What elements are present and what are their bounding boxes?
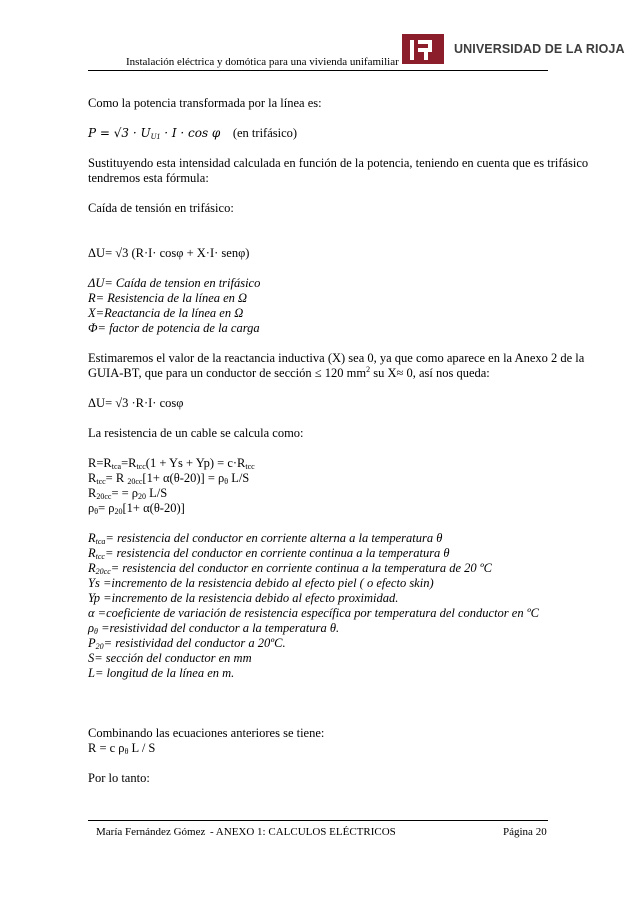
definition-phi: Φ= factor de potencia de la carga xyxy=(88,321,260,335)
definition-alpha: α =coeficiente de variación de resistencia específica por temperatura del conductor en ºC xyxy=(88,606,539,620)
equation-voltage-drop-simplified: ΔU= √3 ·R·I· cosφ xyxy=(88,396,184,410)
definition-l: L= longitud de la línea en m. xyxy=(88,666,235,680)
header-divider xyxy=(88,70,548,71)
paragraph-resistance-label: La resistencia de un cable se calcula como: xyxy=(88,426,304,440)
equation-voltage-drop: ΔU= √3 (R·I· cosφ + X·I· senφ) xyxy=(88,246,250,260)
definition-delta-u: ΔU= Caída de tension en trifásico xyxy=(88,276,261,290)
paragraph-intro: Como la potencia transformada por la línea es: xyxy=(88,96,322,110)
definition-yp: Yp =incremento de la resistencia debido al efecto proximidad. xyxy=(88,591,399,605)
footer-page-number: Página 20 xyxy=(503,826,547,838)
definition-x: X=Reactancia de la línea en Ω xyxy=(88,306,244,320)
university-name: UNIVERSIDAD DE LA RIOJA xyxy=(454,42,625,56)
paragraph-voltage-drop-label: Caída de tensión en trifásico: xyxy=(88,201,234,215)
definition-r-tca: $R_{tca}=$ resistencia del conductor en corriente alterna a la temperatura θ xyxy=(88,531,443,546)
footer-divider xyxy=(88,820,548,821)
equation-power: $P = √3 \cdot U_{U1} \cdot I \cdot \cos \varphi$ (en trifásico) xyxy=(88,126,298,141)
equation-r-final: R = c $\rho_\theta$ L / S xyxy=(88,741,156,756)
definition-rho-theta: $\rho_\theta$ =resistividad del conductor a la temperatura θ. xyxy=(88,621,340,636)
paragraph-substitution: Sustituyendo esta intensidad calculada en función de la potencia, teniendo en cuenta que es trifásico tendremos esta fórmula: xyxy=(88,156,589,185)
formula-r-tcc: $R_{tcc}= R$ $_{20cc}[1+ \alpha(\theta-20)] = \rho_\theta$ L/S xyxy=(88,471,250,486)
header-doc-title: Instalación eléctrica y domótica para una vivienda unifamiliar xyxy=(126,56,399,68)
university-logo xyxy=(402,34,625,64)
formula-r-20cc: $R_{20cc}= = \rho_{20}$ L/S xyxy=(88,486,168,501)
document-body xyxy=(88,96,603,786)
definition-ys: Ys =incremento de la resistencia debido al efecto piel ( o efecto skin) xyxy=(88,576,434,590)
paragraph-therefore: Por lo tanto: xyxy=(88,771,150,785)
definition-r: R= Resistencia de la línea en Ω xyxy=(88,291,248,305)
university-emblem-icon xyxy=(402,34,444,64)
footer-annex-title: - ANEXO 1: CALCULOS ELÉCTRICOS xyxy=(210,826,396,838)
definition-r-20cc: $R_{20cc}=$ resistencia del conductor en corriente continua a la temperatura de 20 ºC xyxy=(88,561,492,576)
paragraph-reactance: Estimaremos el valor de la reactancia inductiva (X) sea 0, ya que como aparece en la Anexo 2 de la GUIA-BT, que para un conductor de sección ≤ 120 $mm^2$ su X≈ 0, así nos queda: xyxy=(88,351,585,380)
definition-p20: $P_{20}=$ resistividad del conductor a 20ºC. xyxy=(88,636,286,651)
paragraph-combining: Combinando las ecuaciones anteriores se tiene: xyxy=(88,726,325,740)
definition-s: S= sección del conductor en mm xyxy=(88,651,252,665)
formula-rho-theta: $\rho_\theta= \rho_{20}[1+ \alpha(\theta-20)]$ xyxy=(88,501,185,516)
formula-r-tca: $R=R_{tca}=R_{tcc}(1 + Ys + Yp) = c\cdot R_{tcc}$ xyxy=(88,456,255,471)
footer-author: María Fernández Gómez xyxy=(96,826,206,838)
definition-r-tcc: $R_{tcc}=$ resistencia del conductor en corriente continua a la temperatura θ xyxy=(88,546,450,561)
